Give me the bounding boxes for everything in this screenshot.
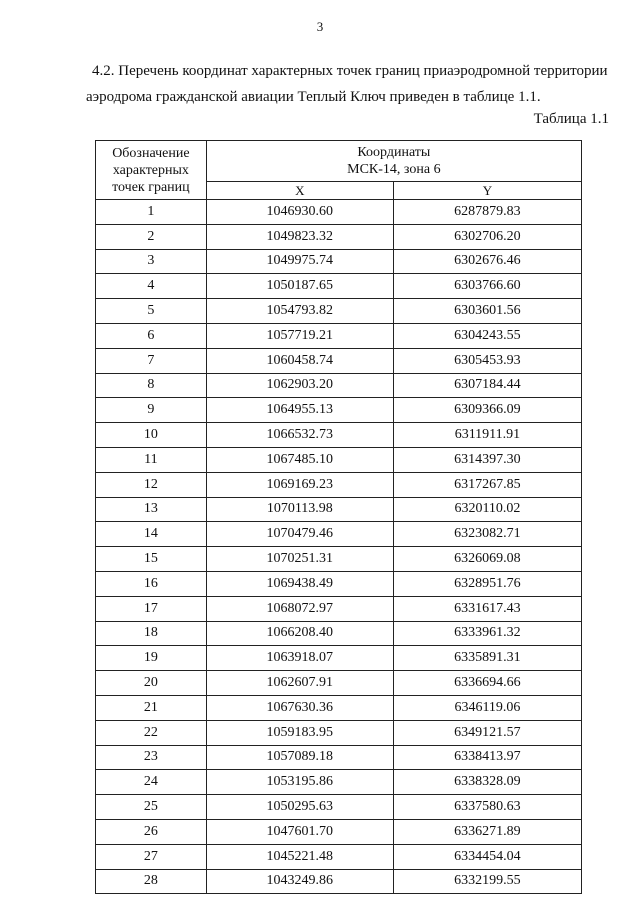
y-coordinate-cell: 6302706.20 [393,224,581,249]
point-number-cell: 19 [96,646,207,671]
x-coordinate-cell: 1057719.21 [206,323,393,348]
point-number-cell: 20 [96,671,207,696]
table-row [96,274,582,299]
x-coordinate-cell: 1046930.60 [206,200,393,225]
point-number-cell: 8 [96,373,207,398]
table-row [96,547,582,572]
intro-paragraph-line-2: аэродрома гражданской авиации Теплый Ключ приведен в таблице 1.1. [86,89,541,105]
y-coordinate-cell: 6349121.57 [393,720,581,745]
point-number-cell: 25 [96,795,207,820]
x-coordinate-cell: 1068072.97 [206,596,393,621]
table-row [96,596,582,621]
header-y: Y [393,182,581,200]
y-coordinate-cell: 6333961.32 [393,621,581,646]
y-coordinate-cell: 6323082.71 [393,522,581,547]
point-number-cell: 10 [96,423,207,448]
point-number-cell: 7 [96,348,207,373]
y-coordinate-cell: 6305453.93 [393,348,581,373]
table-row [96,447,582,472]
x-coordinate-cell: 1066208.40 [206,621,393,646]
point-number-cell: 18 [96,621,207,646]
header-x: X [206,182,393,200]
table-row [96,200,582,225]
point-number-cell: 5 [96,299,207,324]
y-coordinate-cell: 6346119.06 [393,695,581,720]
table-row [96,671,582,696]
point-number-cell: 28 [96,869,207,894]
x-coordinate-cell: 1057089.18 [206,745,393,770]
point-number-cell: 3 [96,249,207,274]
x-coordinate-cell: 1053195.86 [206,770,393,795]
table-row [96,770,582,795]
table-row [96,299,582,324]
table-row [96,224,582,249]
point-number-cell: 26 [96,819,207,844]
point-number-cell: 24 [96,770,207,795]
x-coordinate-cell: 1050295.63 [206,795,393,820]
table-row [96,373,582,398]
y-coordinate-cell: 6303601.56 [393,299,581,324]
x-coordinate-cell: 1070113.98 [206,497,393,522]
table-row [96,819,582,844]
x-coordinate-cell: 1050187.65 [206,274,393,299]
y-coordinate-cell: 6336271.89 [393,819,581,844]
y-coordinate-cell: 6314397.30 [393,447,581,472]
table-row [96,844,582,869]
table-row [96,423,582,448]
point-number-cell: 27 [96,844,207,869]
y-coordinate-cell: 6328951.76 [393,571,581,596]
y-coordinate-cell: 6307184.44 [393,373,581,398]
table-caption: Таблица 1.1 [533,111,609,127]
header-coordinates-title: Координаты [357,145,431,160]
x-coordinate-cell: 1062607.91 [206,671,393,696]
table-row [96,571,582,596]
point-number-cell: 16 [96,571,207,596]
header-coordinates [206,141,581,182]
point-number-cell: 21 [96,695,207,720]
y-coordinate-cell: 6320110.02 [393,497,581,522]
y-coordinate-cell: 6331617.43 [393,596,581,621]
x-coordinate-cell: 1070251.31 [206,547,393,572]
y-coordinate-cell: 6304243.55 [393,323,581,348]
point-number-cell: 22 [96,720,207,745]
table-row [96,348,582,373]
y-coordinate-cell: 6317267.85 [393,472,581,497]
point-number-cell: 13 [96,497,207,522]
y-coordinate-cell: 6334454.04 [393,844,581,869]
point-number-cell: 15 [96,547,207,572]
table-row [96,646,582,671]
table-body [96,200,582,894]
y-coordinate-cell: 6309366.09 [393,398,581,423]
y-coordinate-cell: 6337580.63 [393,795,581,820]
table-row [96,795,582,820]
x-coordinate-cell: 1049975.74 [206,249,393,274]
table-row [96,720,582,745]
x-coordinate-cell: 1063918.07 [206,646,393,671]
page-number: 3 [316,19,324,34]
point-number-cell: 11 [96,447,207,472]
coordinates-table [95,140,582,894]
x-coordinate-cell: 1060458.74 [206,348,393,373]
table-row [96,695,582,720]
y-coordinate-cell: 6326069.08 [393,547,581,572]
table-row [96,472,582,497]
table-row [96,398,582,423]
point-number-cell: 12 [96,472,207,497]
point-number-cell: 6 [96,323,207,348]
x-coordinate-cell: 1062903.20 [206,373,393,398]
table-row [96,869,582,894]
y-coordinate-cell: 6311911.91 [393,423,581,448]
point-number-cell: 14 [96,522,207,547]
x-coordinate-cell: 1054793.82 [206,299,393,324]
intro-paragraph [86,58,612,105]
table-row [96,522,582,547]
x-coordinate-cell: 1064955.13 [206,398,393,423]
table-row [96,621,582,646]
point-number-cell: 4 [96,274,207,299]
y-coordinate-cell: 6302676.46 [393,249,581,274]
y-coordinate-cell: 6338413.97 [393,745,581,770]
x-coordinate-cell: 1070479.46 [206,522,393,547]
x-coordinate-cell: 1066532.73 [206,423,393,448]
y-coordinate-cell: 6336694.66 [393,671,581,696]
point-number-cell: 1 [96,200,207,225]
table-row [96,323,582,348]
intro-paragraph-line-1: 4.2. Перечень координат характерных точек границ приаэродромной территории [92,63,608,79]
table-row [96,249,582,274]
point-number-cell: 23 [96,745,207,770]
table-row [96,745,582,770]
y-coordinate-cell: 6338328.09 [393,770,581,795]
header-point-designation: Обозначение характерных точек границ [96,141,207,200]
point-number-cell: 9 [96,398,207,423]
point-number-cell: 17 [96,596,207,621]
header-coordinate-system: МСК-14, зона 6 [347,162,441,177]
point-number-cell: 2 [96,224,207,249]
x-coordinate-cell: 1045221.48 [206,844,393,869]
y-coordinate-cell: 6332199.55 [393,869,581,894]
x-coordinate-cell: 1069438.49 [206,571,393,596]
table-row [96,497,582,522]
y-coordinate-cell: 6335891.31 [393,646,581,671]
x-coordinate-cell: 1049823.32 [206,224,393,249]
x-coordinate-cell: 1043249.86 [206,869,393,894]
x-coordinate-cell: 1067630.36 [206,695,393,720]
y-coordinate-cell: 6287879.83 [393,200,581,225]
x-coordinate-cell: 1047601.70 [206,819,393,844]
x-coordinate-cell: 1069169.23 [206,472,393,497]
x-coordinate-cell: 1067485.10 [206,447,393,472]
x-coordinate-cell: 1059183.95 [206,720,393,745]
y-coordinate-cell: 6303766.60 [393,274,581,299]
